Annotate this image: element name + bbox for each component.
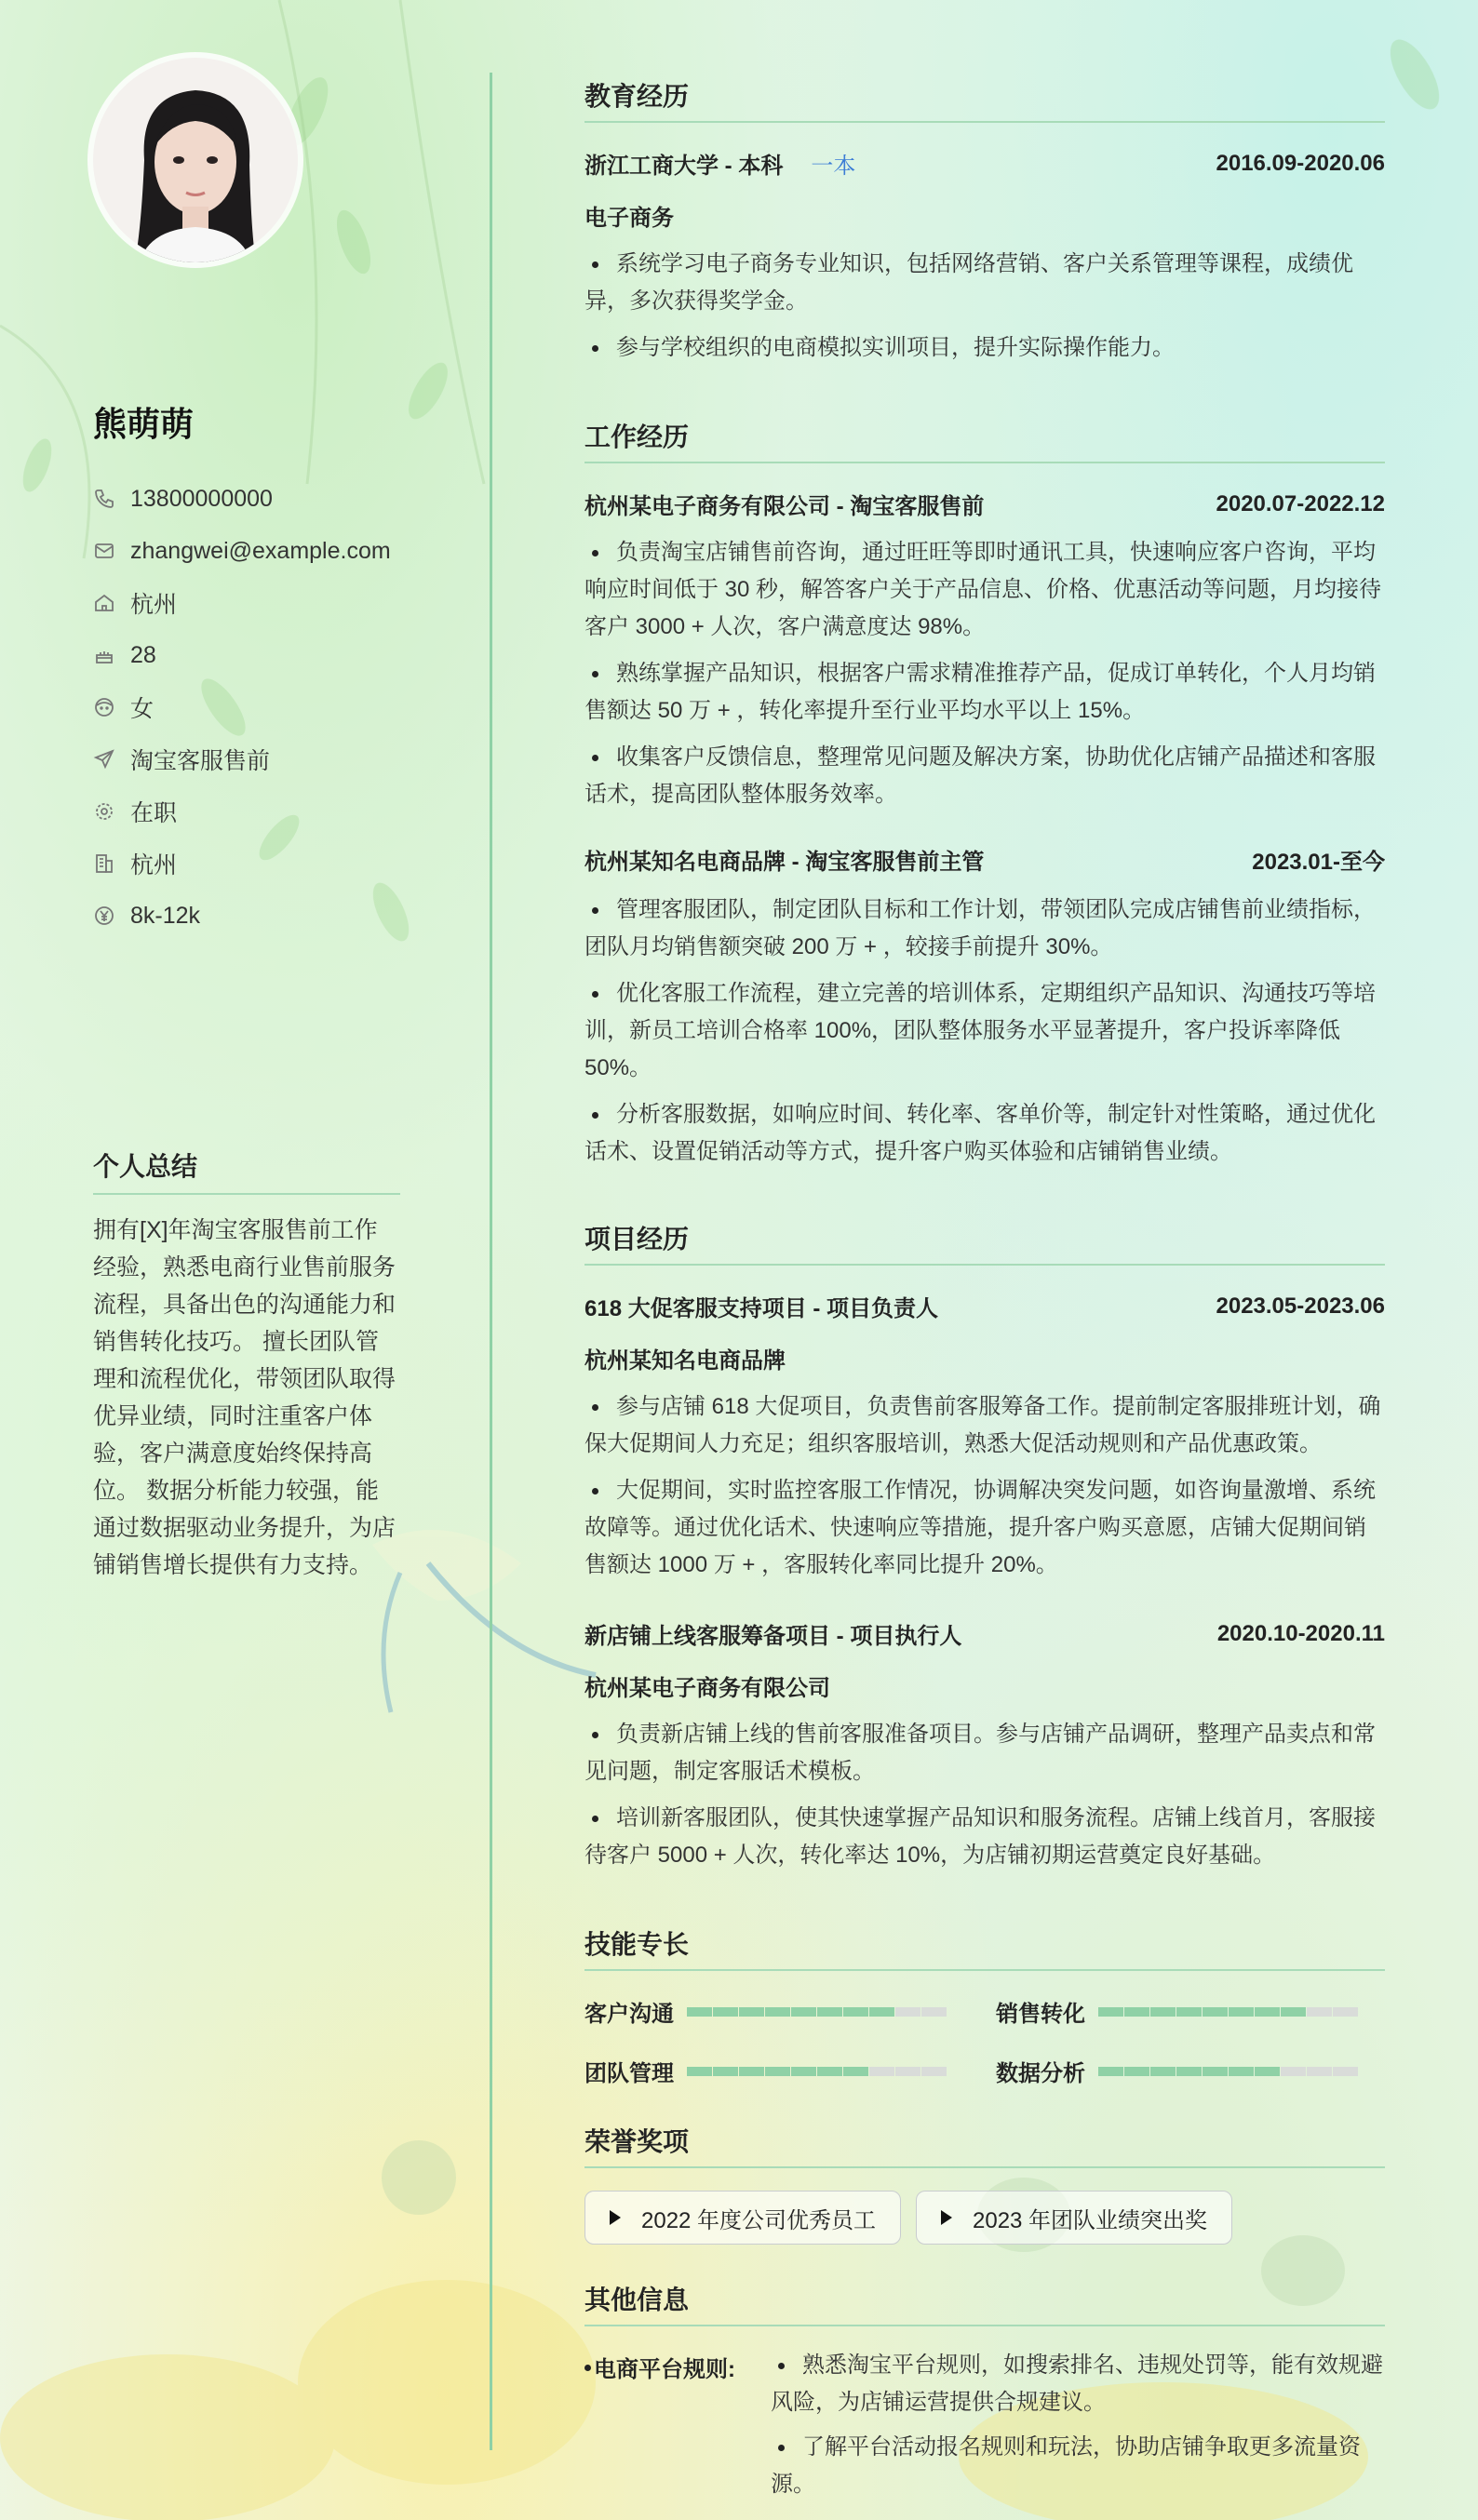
mail-icon	[93, 540, 115, 562]
work-item-0-period: 2020.07-2022.12	[1216, 490, 1385, 516]
avatar	[93, 58, 298, 262]
skill-segment	[843, 2007, 868, 2017]
face-icon	[93, 696, 115, 718]
work-item-1-period: 2023.01-至今	[1252, 850, 1385, 875]
skill-segment	[1176, 2067, 1202, 2076]
list-item: 负责淘宝店铺售前咨询，通过旺旺等即时通讯工具，快速响应客户咨询，平均响应时间低于 30 秒，解答客户关于产品信息、价格、优惠活动等问题，月均接待客户 3000 + 人次，客户满意度达 98%。	[584, 534, 1385, 646]
work-item-0-header	[584, 488, 1385, 520]
city-text: 杭州	[130, 852, 178, 878]
project-item-0-org: 杭州某知名电商品牌	[584, 1348, 786, 1374]
projects-title: 项目经历	[584, 1219, 1385, 1266]
skill-name: 数据分析	[996, 2061, 1085, 2086]
skill-segment	[765, 2007, 790, 2017]
awards-title: 荣誉奖项	[584, 2122, 1385, 2168]
education-bullets	[584, 246, 1385, 376]
project-item-1-org: 杭州某电子商务有限公司	[584, 1676, 830, 1701]
skill-bar	[1098, 2007, 1359, 2017]
list-item: 负责新店铺上线的售前客服准备项目。参与店铺产品调研，整理产品卖点和常见问题，制定客服话术模板。	[584, 1716, 1385, 1790]
work-item-0-bullets	[584, 534, 1385, 823]
list-item: 管理客服团队，制定团队目标和工作计划，带领团队完成店铺售前业绩指标，团队月均销售额突破 200 万 + ，较接手前提升 30%。	[584, 891, 1385, 966]
skill-segment	[895, 2007, 920, 2017]
list-item: 了解平台活动报名规则和玩法，协助店铺争取更多流量资源。	[771, 2429, 1385, 2503]
skill-segment	[1124, 2067, 1149, 2076]
info-position	[93, 733, 391, 785]
education-school: 浙江工商大学 - 本科 一本	[584, 154, 856, 179]
yen-icon	[93, 905, 115, 927]
info-location	[93, 577, 391, 629]
candidate-name: 熊萌萌	[93, 405, 195, 443]
project-item-1-period: 2020.10-2020.11	[1216, 1620, 1385, 1646]
skill-segment	[843, 2067, 868, 2076]
skill-segment	[739, 2067, 764, 2076]
skill-segment	[1176, 2007, 1202, 2017]
skill-bar	[687, 2007, 947, 2017]
skill-segment	[1333, 2007, 1358, 2017]
list-item: 熟练掌握产品知识，根据客户需求精准推荐产品，促成订单转化，个人月均销售额达 50 万 + ，转化率提升至行业平均水平以上 15%。	[584, 655, 1385, 730]
info-phone	[93, 473, 391, 525]
skill-segment	[1281, 2007, 1306, 2017]
list-item: 分析客服数据，如响应时间、转化率、客单价等，制定针对性策略，通过优化话术、设置促销活动等方式，提升客户购买体验和店铺销售业绩。	[584, 1096, 1385, 1171]
skill-segment	[1098, 2067, 1123, 2076]
list-item: 优化客服工作流程，建立完善的培训体系，定期组织产品知识、沟通技巧等培训，新员工培训合格率 100%，团队整体服务水平显著提升，客户投诉率降低 50%。	[584, 975, 1385, 1087]
award-badge-1	[916, 2191, 1232, 2245]
list-item: 系统学习电子商务专业知识，包括网络营销、客户关系管理等课程，成绩优异，多次获得奖学金。	[584, 246, 1385, 320]
skill-segment	[817, 2007, 842, 2017]
work-item-1-heading: 杭州某知名电商品牌 - 淘宝客服售前主管	[584, 850, 985, 875]
skill-name: 团队管理	[584, 2061, 674, 2086]
skill-segment	[1307, 2067, 1332, 2076]
skill-segment	[1203, 2007, 1228, 2017]
work-item-1-bullets	[584, 891, 1385, 1180]
skill-segment	[1307, 2007, 1332, 2017]
skill-segment	[895, 2067, 920, 2076]
work-title: 工作经历	[584, 417, 1385, 463]
other-label: 电商平台规则:	[594, 2351, 735, 2383]
other-bullets	[771, 2347, 1385, 2511]
award-badge-0	[584, 2191, 901, 2245]
info-city	[93, 838, 391, 890]
status-icon	[93, 800, 115, 823]
skill-item-2	[584, 2055, 947, 2087]
list-item: 熟悉淘宝平台规则，如搜索排名、违规处罚等，能有效规避风险，为店铺运营提供合规建议。	[771, 2347, 1385, 2421]
skill-segment	[1150, 2007, 1176, 2017]
salary-text: 8k-12k	[130, 902, 201, 929]
summary-text: 拥有[X]年淘宝客服售前工作经验，熟悉电商行业售前服务流程，具备出色的沟通能力和销售转化技巧。 擅长团队管理和流程优化，带领团队取得优异业绩，同时注重客户体验，客户满意度始终保持高位。 数据分析能力较强，能通过数据驱动业务提升，为店铺销售增长提供有力支持。	[93, 1217, 396, 1578]
skill-segment	[1333, 2067, 1358, 2076]
skill-segment	[921, 2007, 947, 2017]
skill-segment	[921, 2067, 947, 2076]
education-period: 2016.09-2020.06	[1216, 150, 1385, 176]
education-header	[584, 147, 1385, 180]
info-status	[93, 785, 391, 838]
home-icon	[93, 592, 115, 614]
project-item-0-period: 2023.05-2023.06	[1216, 1293, 1385, 1319]
education-title: 教育经历	[584, 76, 1385, 123]
list-item: 收集客户反馈信息，整理常见问题及解决方案，协助优化店铺产品描述和客服话术，提高团队整体服务效率。	[584, 739, 1385, 813]
project-item-0-bullets	[584, 1388, 1385, 1593]
skill-segment	[817, 2067, 842, 2076]
skill-segment	[1203, 2067, 1228, 2076]
skill-segment	[687, 2067, 712, 2076]
skill-segment	[869, 2067, 894, 2076]
skill-item-1	[996, 1995, 1359, 2028]
email-text: zhangwei@example.com	[130, 537, 391, 564]
skill-segment	[1229, 2007, 1254, 2017]
info-email	[93, 525, 391, 577]
gender-text: 女	[130, 696, 155, 722]
skill-item-3	[996, 2055, 1359, 2087]
send-icon	[93, 748, 115, 771]
phone-icon	[93, 488, 115, 510]
position-text: 淘宝客服售前	[130, 748, 271, 774]
skill-segment	[1255, 2007, 1280, 2017]
avatar-portrait-icon	[93, 58, 298, 262]
skill-item-0	[584, 1995, 947, 2028]
award-text: 2022 年度公司优秀员工	[641, 2207, 877, 2233]
skill-segment	[765, 2067, 790, 2076]
project-item-0-heading: 618 大促客服支持项目 - 项目负责人	[584, 1296, 939, 1321]
project-item-1-header	[584, 1617, 1385, 1650]
list-item: 培训新客服团队，使其快速掌握产品知识和服务流程。店铺上线首月，客服接待客户 5000 + 人次，转化率达 10%，为店铺初期运营奠定良好基础。	[584, 1800, 1385, 1874]
skill-bar	[1098, 2067, 1359, 2076]
play-triangle-icon	[610, 2210, 621, 2225]
skill-segment	[1098, 2007, 1123, 2017]
skill-segment	[1281, 2067, 1306, 2076]
list-item: 参与店铺 618 大促项目，负责售前客服筹备工作。提前制定客服排班计划，确保大促期间人力充足；组织客服培训，熟悉大促活动规则和产品优惠政策。	[584, 1388, 1385, 1463]
work-item-0-heading: 杭州某电子商务有限公司 - 淘宝客服售前	[584, 494, 985, 519]
status-text: 在职	[130, 800, 178, 826]
location-text: 杭州	[130, 592, 178, 618]
work-item-1-header	[584, 843, 1385, 876]
cake-icon	[93, 644, 115, 666]
skill-segment	[791, 2067, 816, 2076]
info-salary	[93, 890, 391, 942]
other-title: 其他信息	[584, 2280, 1385, 2326]
skill-segment	[1150, 2067, 1176, 2076]
project-item-1-heading: 新店铺上线客服筹备项目 - 项目执行人	[584, 1624, 962, 1649]
skill-segment	[713, 2007, 738, 2017]
skills-title: 技能专长	[584, 1924, 1385, 1971]
skill-name: 销售转化	[996, 2002, 1085, 2027]
phone-text: 13800000000	[130, 485, 273, 512]
info-gender	[93, 681, 391, 733]
skill-segment	[713, 2067, 738, 2076]
skill-bar	[687, 2067, 947, 2076]
skill-segment	[687, 2007, 712, 2017]
summary-title: 个人总结	[93, 1146, 400, 1195]
award-text: 2023 年团队业绩突出奖	[973, 2207, 1208, 2233]
building-icon	[93, 852, 115, 875]
skill-segment	[1124, 2007, 1149, 2017]
play-triangle-icon	[941, 2210, 952, 2225]
project-item-1-bullets	[584, 1716, 1385, 1883]
info-age	[93, 629, 391, 681]
skill-segment	[1255, 2067, 1280, 2076]
list-item: 参与学校组织的电商模拟实训项目，提升实际操作能力。	[584, 329, 1385, 367]
skill-segment	[1229, 2067, 1254, 2076]
skill-segment	[869, 2007, 894, 2017]
contact-info-list	[93, 473, 391, 942]
skill-name: 客户沟通	[584, 2002, 674, 2027]
skill-segment	[791, 2007, 816, 2017]
age-text: 28	[130, 641, 156, 668]
education-tag: 一本	[811, 154, 856, 179]
list-item: 大促期间，实时监控客服工作情况，协调解决突发问题，如咨询量激增、系统故障等。通过优化话术、快速响应等措施，提升客户购买意愿，店铺大促期间销售额达 1000 万 + ，客服转化率同比提升 20%。	[584, 1472, 1385, 1584]
column-divider	[490, 73, 492, 2450]
project-item-0-header	[584, 1290, 1385, 1322]
education-major: 电子商务	[584, 206, 674, 231]
skill-segment	[739, 2007, 764, 2017]
